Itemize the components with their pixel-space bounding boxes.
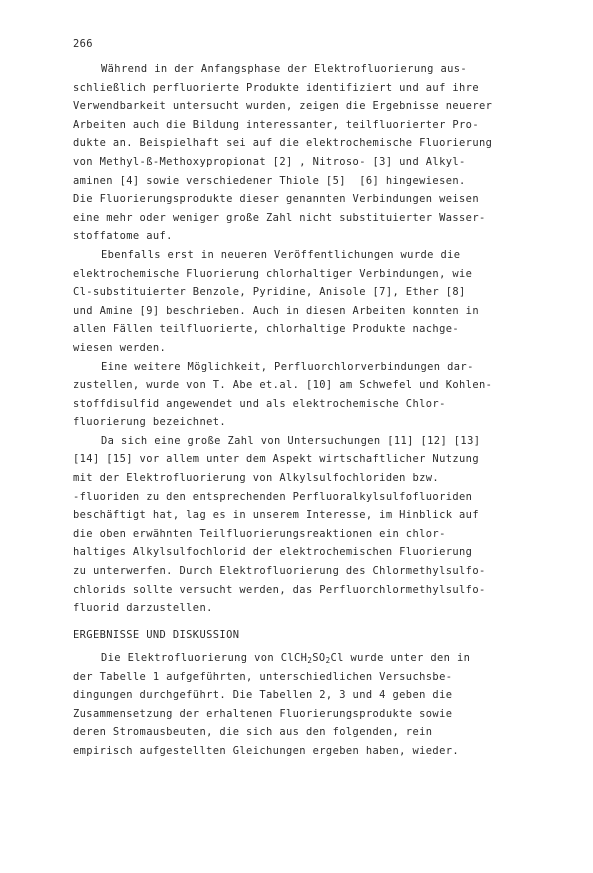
text-line: Arbeiten auch die Bildung interessanter, teilfluorierter Pro- xyxy=(73,118,479,131)
section-heading: ERGEBNISSE UND DISKUSSION xyxy=(73,629,240,641)
text-line: empirisch aufgestellten Gleichungen ergeben haben, wieder. xyxy=(73,744,460,757)
text-line: mit der Elektrofluorierung von Alkylsulfochloriden bzw. xyxy=(73,472,440,485)
text-line: zu unterwerfen. Durch Elektrofluorierung des Chlormethylsulfo- xyxy=(73,565,486,578)
text-line: der Tabelle 1 aufgeführten, unterschiedlichen Versuchsbe- xyxy=(73,670,453,683)
text-line-with-formula xyxy=(73,649,513,668)
text-line: Die Fluorierungsprodukte dieser genannten Verbindungen weisen xyxy=(73,193,479,206)
text-line: schließlich perfluorierte Produkte identifiziert und auf ihre xyxy=(73,81,479,94)
subscript: 2 xyxy=(325,656,331,665)
text-line: deren Stromausbeuten, die sich aus den folgenden, rein xyxy=(73,726,433,739)
text-line: Cl-substituierter Benzole, Pyridine, Anisole [7], Ether [8] xyxy=(73,286,466,299)
text-line: zustellen, wurde von T. Abe et.al. [10] am Schwefel und Kohlen- xyxy=(73,379,493,392)
text-line: allen Fällen teilfluorierte, chlorhaltige Produkte nachge- xyxy=(73,323,460,336)
text-line: [14] [15] vor allem unter dem Aspekt wirtschaftlicher Nutzung xyxy=(73,453,479,466)
text-line: fluorierung bezeichnet. xyxy=(73,416,227,429)
subscript: 2 xyxy=(307,656,313,665)
text-line: chlorids sollte versucht werden, das Perfluorchlormethylsulfo- xyxy=(73,583,486,596)
body-text-intro xyxy=(73,60,513,618)
text-segment: SO xyxy=(312,652,326,664)
text-segment: Cl wurde unter den in xyxy=(330,652,471,664)
text-line: dingungen durchgeführt. Die Tabellen 2, 3 und 4 geben die xyxy=(73,689,453,702)
text-line: wiesen werden. xyxy=(73,341,167,354)
text-line: Zusammensetzung der erhaltenen Fluorierungsprodukte sowie xyxy=(73,707,453,720)
text-line: -fluoriden zu den entsprechenden Perfluoralkylsulfofluoriden xyxy=(73,490,473,503)
text-line: Verwendbarkeit untersucht wurden, zeigen die Ergebnisse neuerer xyxy=(73,100,493,113)
text-line: die oben erwähnten Teilfluorierungsreaktionen ein chlor- xyxy=(73,527,446,540)
text-line: stoffdisulfid angewendet und als elektrochemische Chlor- xyxy=(73,397,446,410)
page-number: 266 xyxy=(73,38,93,50)
text-line: fluorid darzustellen. xyxy=(73,602,213,615)
text-line: stoffatome auf. xyxy=(73,230,173,243)
text-line: und Amine [9] beschrieben. Auch in diesen Arbeiten konnten in xyxy=(73,304,479,317)
text-line: eine mehr oder weniger große Zahl nicht substituierter Wasser- xyxy=(73,211,486,224)
text-line: Während in der Anfangsphase der Elektrofluorierung aus- xyxy=(101,63,468,75)
text-line: beschäftigt hat, lag es in unserem Interesse, im Hinblick auf xyxy=(73,509,479,522)
text-line: haltiges Alkylsulfochlorid der elektrochemischen Fluorierung xyxy=(73,546,473,559)
text-segment: Die Elektrofluorierung von ClCH xyxy=(101,652,308,664)
text-line: aminen [4] sowie verschiedener Thiole [5] [6] hingewiesen. xyxy=(73,174,466,187)
text-line: dukte an. Beispielhaft sei auf die elektrochemische Fluorierung xyxy=(73,137,493,150)
text-line: von Methyl-ß-Methoxypropionat [2] , Nitroso- [3] und Alkyl- xyxy=(73,155,466,168)
text-line: Eine weitere Möglichkeit, Perfluorchlorverbindungen dar- xyxy=(101,360,474,373)
body-text-results xyxy=(73,649,513,761)
text-line: Da sich eine große Zahl von Untersuchungen [11] [12] [13] xyxy=(101,434,481,447)
text-line: Ebenfalls erst in neueren Veröffentlichungen wurde die xyxy=(101,248,461,261)
text-line: elektrochemische Fluorierung chlorhaltiger Verbindungen, wie xyxy=(73,267,473,280)
